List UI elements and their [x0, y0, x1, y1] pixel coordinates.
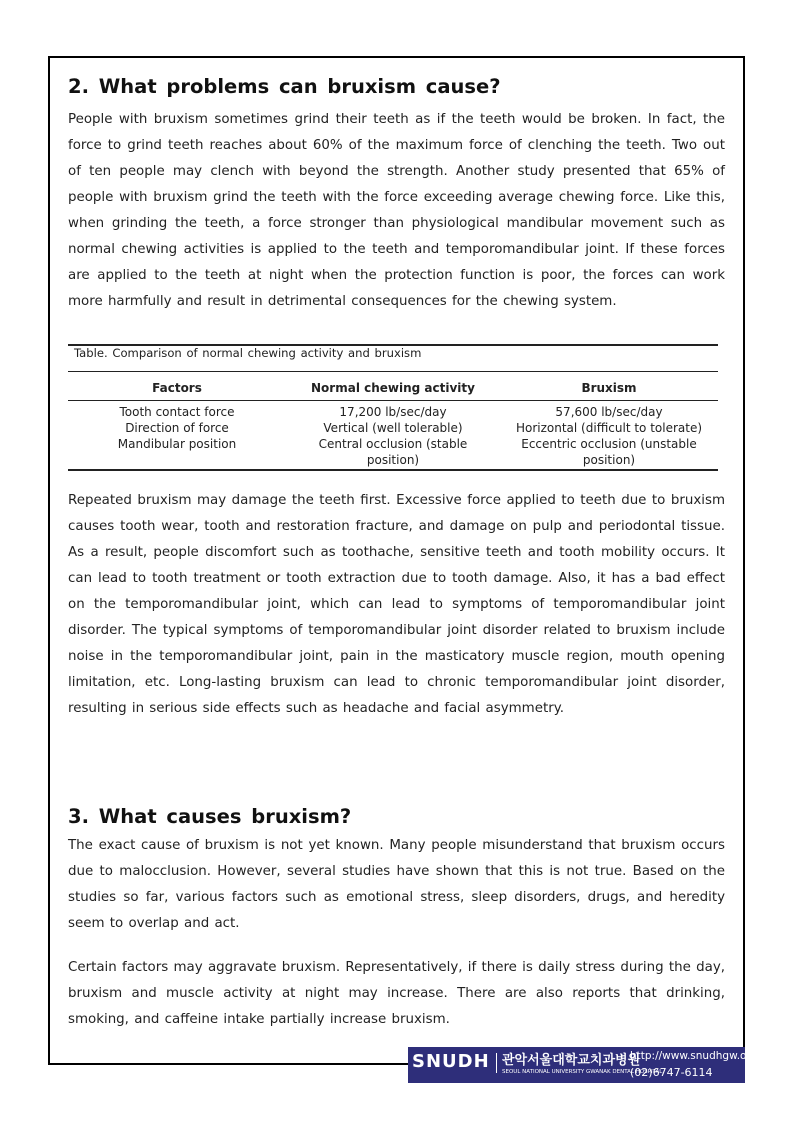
normal-chewing-cell	[286, 401, 500, 469]
section-3-paragraph: The exact cause of bruxism is not yet known. Many people misunderstand that bruxism occurs due to malocclusion. However, several studies have shown that this is not true. Based on the studies so far, various factors such as emotional stress, sleep disorders, drugs, and heredity seem to overlap and act.	[68, 838, 725, 931]
table-row	[68, 401, 718, 469]
header-bruxism: Bruxism	[500, 376, 718, 401]
normal-value: Vertical (well tolerable)	[323, 421, 463, 435]
header-normal-chewing: Normal chewing activity	[286, 376, 500, 401]
normal-value: Central occlusion (stable	[318, 437, 468, 451]
table-caption-rule	[68, 371, 718, 372]
table-header-row	[68, 376, 718, 401]
bruxism-value: Horizontal (difficult to tolerate)	[515, 421, 703, 435]
hospital-footer-banner	[408, 1047, 758, 1083]
section-2-heading: 2. What problems can bruxism cause?	[68, 75, 501, 98]
hospital-phone: (02)6747-6114	[630, 1066, 713, 1079]
normal-value: 17,200 lb/sec/day	[339, 405, 447, 419]
factor-label: Tooth contact force	[119, 405, 235, 419]
bruxism-value: Eccentric occlusion (unstable	[521, 437, 697, 451]
section-3-heading: 3. What causes bruxism?	[68, 805, 352, 828]
snudh-logo: SNUDH	[412, 1051, 490, 1072]
bruxism-value: 57,600 lb/sec/day	[555, 405, 663, 419]
hospital-english-name: SEOUL NATIONAL UNIVERSITY GWANAK DENTAL HOSPITAL	[502, 1069, 663, 1075]
section-3-paragraph-2: Certain factors may aggravate bruxism. Representatively, if there is daily stress during the day, bruxism and muscle activity at night may increase. There are also reports that drinking, smoking, and caffeine intake partially increase bruxism.	[68, 960, 725, 1027]
table-caption: Table. Comparison of normal chewing activity and bruxism	[74, 346, 422, 360]
factor-label: Direction of force	[125, 421, 229, 435]
header-factors: Factors	[68, 376, 286, 401]
hospital-url: http://www.snudhgw.org	[630, 1050, 758, 1062]
factors-cell	[68, 401, 286, 469]
section-2-paragraph-2: Repeated bruxism may damage the teeth first. Excessive force applied to teeth due to bruxism causes tooth wear, tooth and restoration fracture, and damage on pulp and periodontal tissue. As a result, people discomfort such as toothache, sensitive teeth and tooth mobility occurs. It can lead to tooth treatment or tooth extraction due to tooth damage. Also, it has a bad effect on the temporomandibular joint, which can lead to symptoms of temporomandibular joint disorder. The typical symptoms of temporomandibular joint disorder related to bruxism include noise in the temporomandibular joint, pain in the masticatory muscle region, mouth opening limitation, etc. Long-lasting bruxism can lead to chronic temporomandibular joint disorder, resulting in serious side effects such as headache and facial asymmetry.	[68, 493, 725, 716]
bruxism-cell	[500, 401, 718, 469]
comparison-table	[68, 376, 718, 468]
footer-divider	[496, 1053, 497, 1073]
hospital-korean-name: 관악서울대학교치과병원	[502, 1053, 641, 1068]
section-2-paragraph: People with bruxism sometimes grind their teeth as if the teeth would be broken. In fact, the force to grind teeth reaches about 60% of the maximum force of clenching the teeth. Two out of ten people may clench with beyond the strength. Another study presented that 65% of people with bruxism grind the teeth with the force exceeding average chewing force. Like this, when grinding the teeth, a force stronger than physiological mandibular movement such as normal chewing activities is applied to the teeth and temporomandibular joint. If these forces are applied to the teeth at night when the protection function is poor, the forces can work more harmfully and result in detrimental consequences for the chewing system.	[68, 112, 725, 309]
table-bottom-rule	[68, 469, 718, 471]
normal-value: position)	[366, 453, 420, 467]
factor-label: Mandibular position	[117, 437, 237, 451]
bruxism-value: position)	[582, 453, 636, 467]
